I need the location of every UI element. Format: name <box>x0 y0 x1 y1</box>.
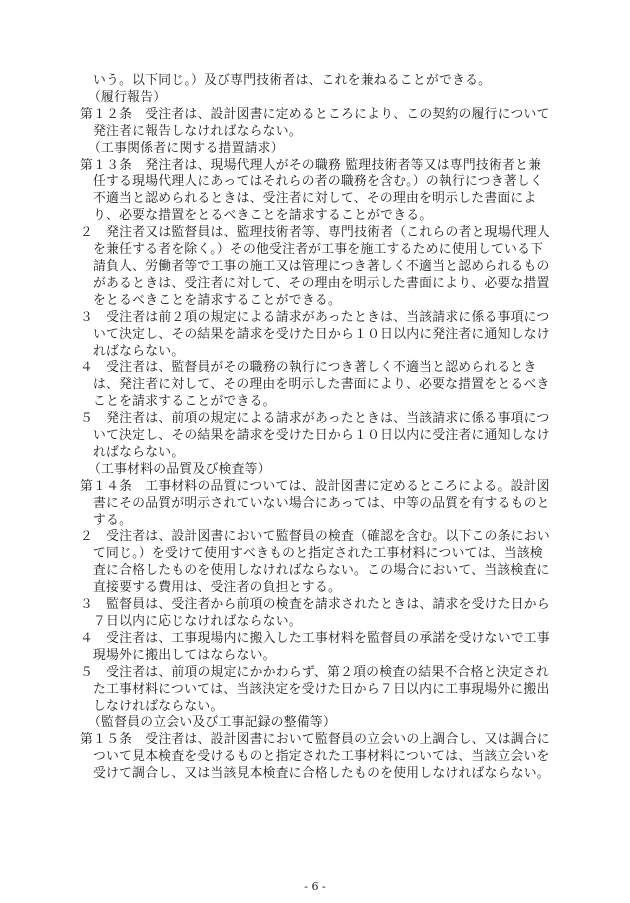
clause-paragraph: ３ 監督員は、受注者から前項の検査を請求されたときは、請求を受けた日から７日以内に応じなければならない。 <box>80 597 550 629</box>
clause-paragraph: ５ 受注者は、前項の規定にかかわらず、第２項の検査の結果不合格と決定された工事材料については、当該決定を受けた日から７日以内に工事現場外に搬出しなければならない。 <box>80 664 550 714</box>
article-paragraph: 第１３条 発注者は、現場代理人がその職務 監理技術者等又は専門技術者と兼任する現場代理人にあってはそれらの者の職務を含む。）の執行につき著しく不適当と認められるときは、受注者に対して、その理由を明示した書面により、必要な措置をとるべきことを請求することができる。 <box>80 157 544 224</box>
page-number: - 6 - <box>304 880 326 893</box>
clause-paragraph: ４ 受注者は、工事現場内に搬入した工事材料を監督員の承諾を受けないで工事現場外に搬出してはならない。 <box>80 630 550 663</box>
clause-paragraph: ４ 受注者は、監督員がその職務の執行につき著しく不適当と認められるときは、発注者に対して、その理由を明示した書面により、必要な措置をとるべきことを請求することができる。 <box>80 360 550 410</box>
article-heading: （監督員の立会い及び工事記録の整備等） <box>88 715 337 731</box>
article-paragraph: 第１４条 工事材料の品質については、設計図書に定めるところによる。設計図書にその品質が明示されていない場合にあっては、中等の品質を有するものとする。 <box>80 478 550 528</box>
document-body <box>80 73 554 783</box>
article-heading: （工事関係者に関する措置請求） <box>88 140 284 156</box>
clause-paragraph: ２ 発注者又は監督員は、監理技術者等、専門技術者（これらの者と現場代理人を兼任する者を除く。）その他受注者が工事を施工するために使用している下請負人、労働者等で工事の施工又は管理につき著しく不適当と認められるものがあるときは、受注者に対して、その理由を明示した書面により、必要な措置をとるべきことを請求することができる。 <box>80 225 550 308</box>
text-line: いう。以下同じ。）及び専門技術者は、これを兼ねることができる。 <box>93 73 492 88</box>
clause-paragraph: ２ 受注者は、設計図書において監督員の検査（確認を含む。以下この条において同じ。）を受けて使用すべきものと指定された工事材料については、当該検査に合格したものを使用しなければならない。この場合において、当該検査に直接要する費用は、受注者の負担とする。 <box>80 529 550 596</box>
article-heading: （工事材料の品質及び検査等） <box>88 461 271 477</box>
clause-paragraph: ５ 発注者は、前項の規定による請求があったときは、当該請求に係る事項について決定し、その結果を請求を受けた日から１０日以内に受注者に通知しなければならない。 <box>80 411 550 460</box>
clause-paragraph: ３ 受注者は前２項の規定による請求があったときは、当該請求に係る事項について決定し、その結果を請求を受けた日から１０日以内に発注者に通知しなければならない。 <box>80 309 550 359</box>
article-paragraph: 第１２条 受注者は、設計図書に定めるところにより、この契約の履行について発注者に報告しなければならない。 <box>80 106 550 139</box>
article-heading: （履行報告） <box>88 89 167 105</box>
article-paragraph: 第１５条 受注者は、設計図書において監督員の立会いの上調合し、又は調合について見本検査を受けるものと指定された工事材料については、当該立会いを受けて調合し、又は当該見本検査に合格したものを使用しなければならない。 <box>80 732 550 782</box>
